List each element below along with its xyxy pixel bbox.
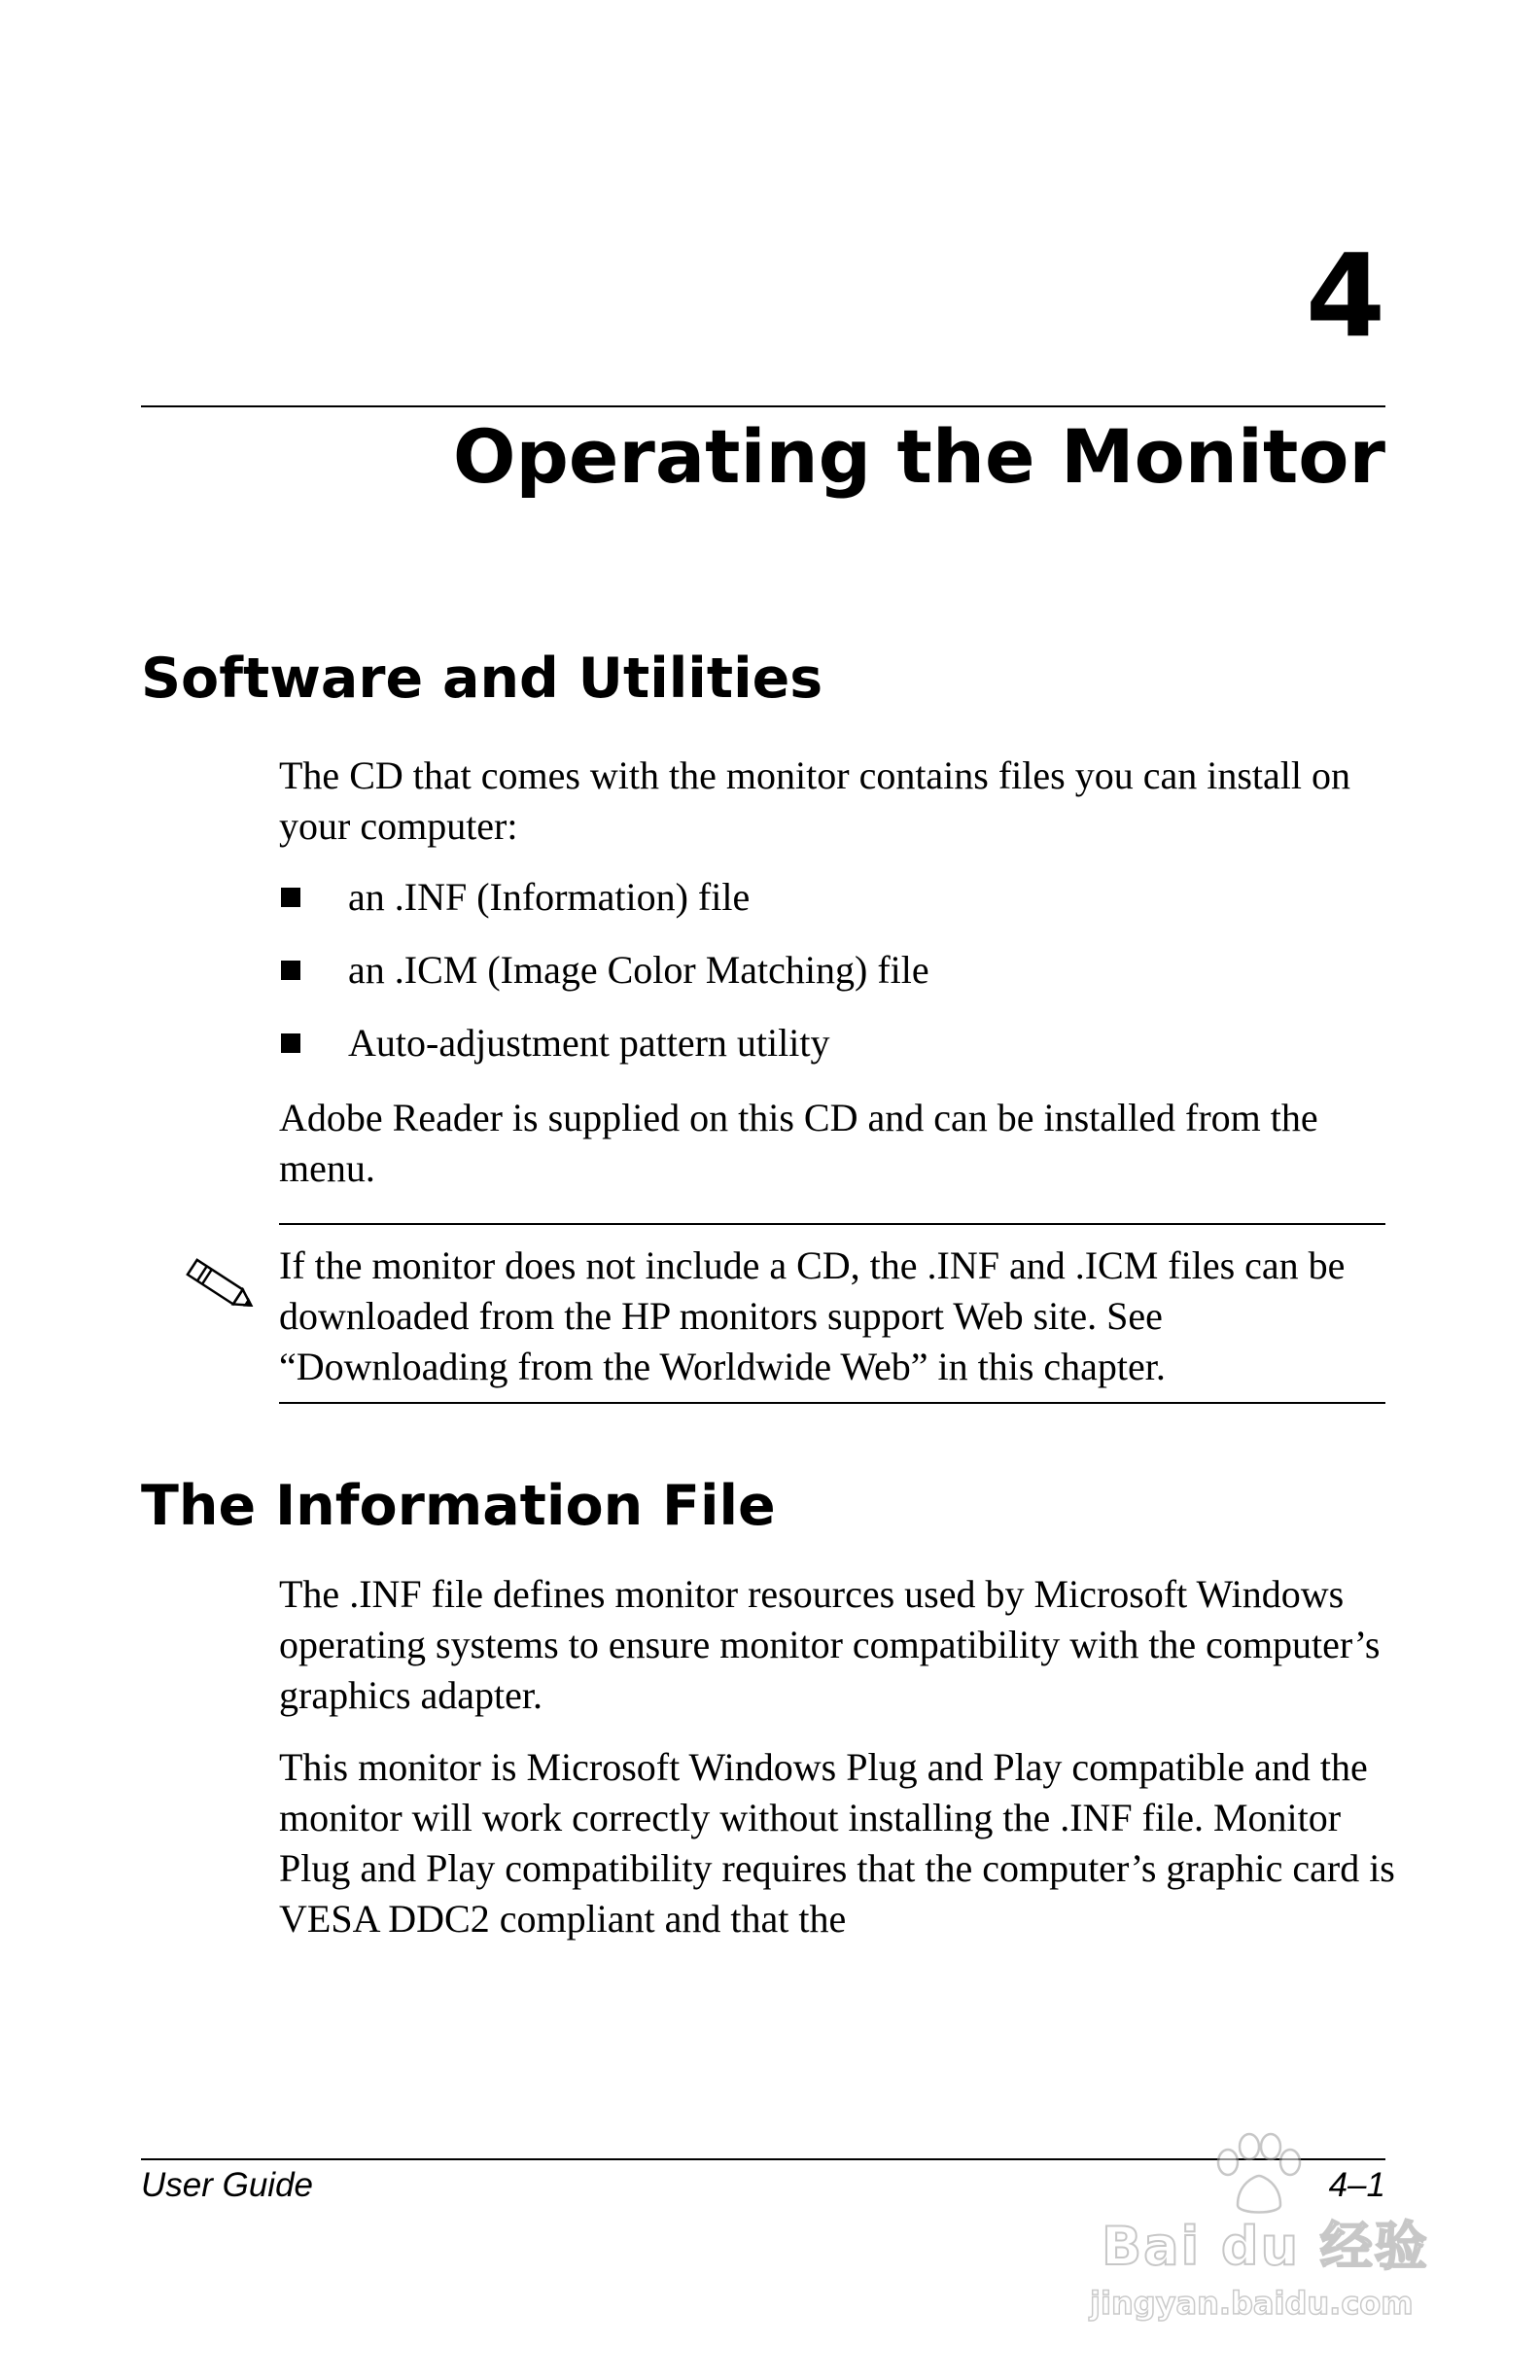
section-heading-software: Software and Utilities	[141, 647, 823, 711]
square-bullet-icon	[281, 888, 300, 907]
information-file-paragraph-1: The .INF file defines monitor resources used by Microsoft Windows operating systems to ensure monitor compatibility with the computer’s graphics adapter.	[279, 1572, 1381, 1717]
chapter-title: Operating the Monitor	[452, 413, 1385, 500]
paw-logo-icon	[1199, 2129, 1315, 2217]
information-file-paragraph-2: This monitor is Microsoft Windows Plug and Play compatible and the monitor will work correctly without installing the .INF file. Monitor Plug and Play compatibility requires that the computer’s graphic card is VESA DDC2 compliant and that the	[279, 1745, 1395, 1941]
list-item-text: Auto-adjustment pattern utility	[348, 1021, 830, 1065]
pencil-note-icon	[183, 1252, 261, 1320]
watermark-brand-text: Bai du 经验	[1102, 2216, 1429, 2277]
list-item-text: an .INF (Information) file	[348, 875, 751, 919]
software-intro-paragraph: The CD that comes with the monitor contains files you can install on your computer:	[279, 753, 1351, 848]
note-bottom-rule	[279, 1402, 1385, 1404]
chapter-divider	[141, 405, 1385, 407]
note-text: If the monitor does not include a CD, the .INF and .ICM files can be downloaded from the HP monitors support Web site. See “Downloading from the Worldwide Web” in this chapter.	[279, 1243, 1346, 1388]
square-bullet-icon	[281, 1033, 300, 1053]
square-bullet-icon	[281, 961, 300, 980]
baidu-jingyan-watermark	[1084, 2129, 1434, 2333]
chapter-number: 4	[1305, 228, 1385, 363]
note-top-rule	[279, 1223, 1385, 1225]
watermark-url-text: jingyan.baidu.com	[1090, 2285, 1414, 2322]
footer-page-number: 4–1	[1328, 2166, 1385, 2204]
footer-document-title: User Guide	[141, 2166, 314, 2204]
section-heading-information-file: The Information File	[141, 1474, 776, 1538]
list-item-text: an .ICM (Image Color Matching) file	[348, 948, 929, 992]
software-closing-paragraph: Adobe Reader is supplied on this CD and can be installed from the menu.	[279, 1096, 1318, 1190]
